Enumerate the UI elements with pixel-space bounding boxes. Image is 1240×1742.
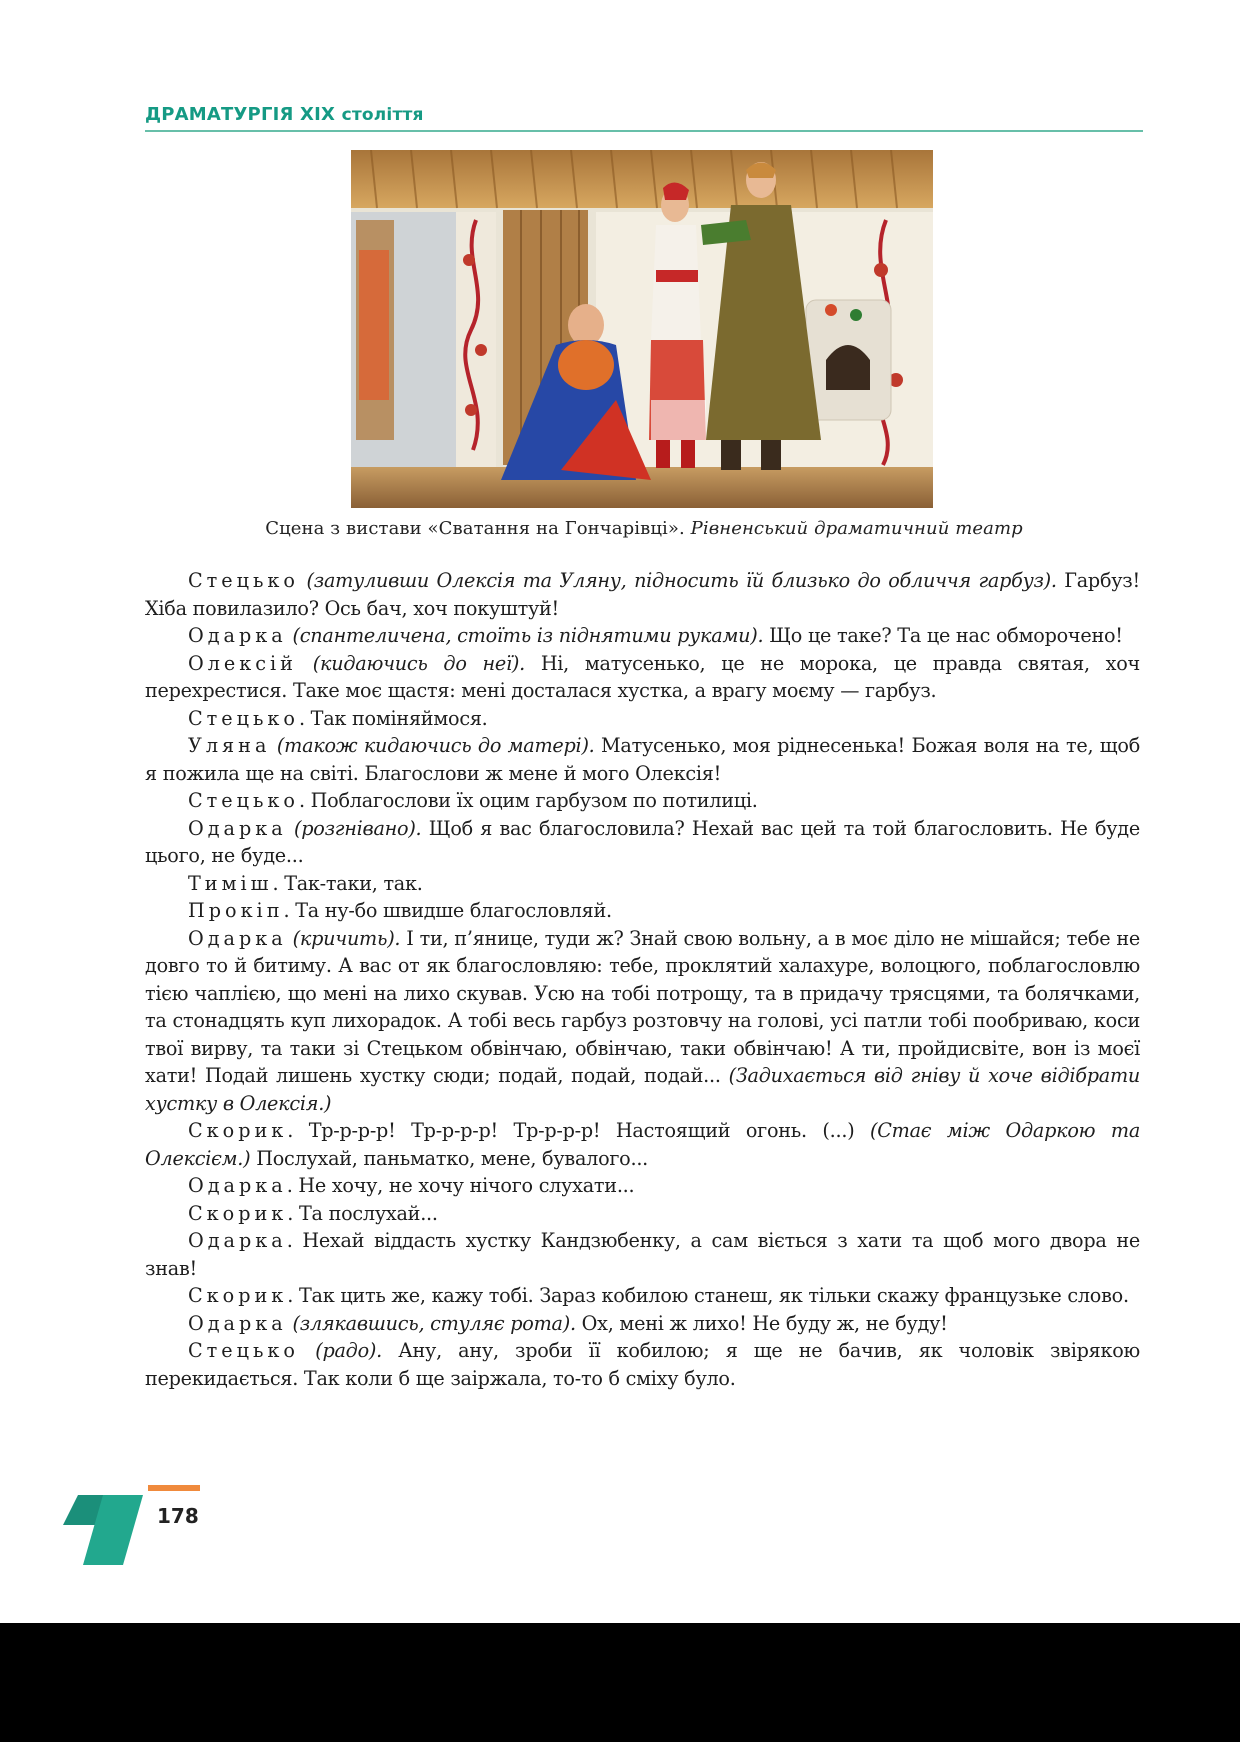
dialogue-paragraph <box>145 815 1140 870</box>
stage-direction: (кидаючись до неї). <box>296 651 525 675</box>
speaker-name: Тиміш <box>188 871 273 895</box>
header-rule <box>145 130 1143 132</box>
stage-direction: (також кидаючись до матері). <box>270 734 595 757</box>
speech-text: . Та послухай... <box>287 1201 438 1225</box>
stage-direction: (розгнівано). <box>286 816 422 840</box>
speech-text: Ану, ану, зроби її кобилою; я ще не бачив, як чоловік звірякою перекидається. Так коли б ще заіржала, то-то б сміху було. <box>145 1339 1140 1390</box>
dialogue-paragraph <box>145 1337 1140 1392</box>
speech-text: Ні, матусенько, це не морока, це правда святая, хоч перехрестися. Таке моє щастя: мені досталася хустка, а врагу моєму — гарбуз. <box>145 651 1140 702</box>
speaker-name: Скорик <box>188 1284 288 1307</box>
speech-text: Гарбуз! Хіба повилазило? Ось бач, хоч покуштуй! <box>145 569 1140 620</box>
speaker-name: Уляна <box>188 734 271 757</box>
speech-text: Що це таке? Та це нас обморочено! <box>763 624 1123 647</box>
dialogue-paragraph <box>145 1227 1140 1282</box>
theatre-scene-photo <box>351 150 933 508</box>
dialogue-paragraph <box>145 650 1140 705</box>
stage-direction: (Задихається від гніву й хоче відібрати хустку в Олексія.) <box>145 1064 1140 1115</box>
stage-direction: (радо). <box>298 1339 382 1362</box>
stage-direction: (затуливши Олексія та Уляну, підносить їй близько до обличчя гарбуз). <box>298 569 1057 592</box>
speaker-name: Стецько <box>188 789 299 812</box>
photo-caption <box>145 518 1143 539</box>
speech-text: . Так поміняймося. <box>298 706 488 730</box>
speaker-name: Одарка <box>188 816 287 840</box>
speech-text: Ох, мені ж лихо! Не буду ж, не буду! <box>575 1311 948 1335</box>
speaker-name: Одарка <box>188 1311 287 1335</box>
page-number: 178 <box>157 1504 199 1528</box>
dialogue-paragraph <box>145 925 1140 1118</box>
speech-text: Послухай, паньматко, мене, бувалого... <box>250 1146 649 1170</box>
speaker-name: Скорик <box>188 1201 288 1225</box>
speaker-name: Стецько <box>188 706 299 730</box>
stage-direction: (Стає між Одаркою та Олексієм.) <box>145 1119 1141 1170</box>
dialogue-paragraph <box>145 1310 1140 1338</box>
dialogue-paragraph <box>145 897 1140 925</box>
speaker-name: Прокіп <box>188 899 284 922</box>
speaker-name: Одарка <box>188 624 287 647</box>
stage-direction: (спантеличена, стоїть із піднятими руками). <box>286 624 764 647</box>
dialogue-paragraph <box>145 1172 1140 1200</box>
page-header <box>145 104 1143 125</box>
section-title-upper: ДРАМАТУРГІЯ XIX <box>145 104 336 125</box>
speech-text: . Не хочу, не хочу нічого слухати... <box>286 1174 635 1197</box>
speech-text: . Тр-р-р-р! Тр-р-р-р! Тр-р-р-р! Настоящий огонь. (...) <box>287 1119 855 1142</box>
speech-text: . Поблагослови їх оцим гарбузом по потилиці. <box>298 789 758 812</box>
dialogue-paragraph <box>145 622 1140 650</box>
section-title-lower: століття <box>341 105 424 125</box>
speech-text: . Так цить же, кажу тобі. Зараз кобилою станеш, як тільки скажу французьке слово. <box>287 1284 1129 1307</box>
dialogue-paragraph <box>145 1117 1140 1172</box>
speaker-name: Олексій <box>188 651 297 675</box>
speaker-name: Скорик <box>188 1119 288 1142</box>
dialogue-paragraph <box>145 787 1140 815</box>
speaker-name: Одарка <box>188 1174 287 1197</box>
speech-text: Матусенько, моя ріднесенька! Божая воля на те, щоб я пожила ще на світі. Благослови ж мене й мого Олексія! <box>145 734 1140 785</box>
speaker-name: Стецько <box>188 1339 299 1362</box>
dialogue-paragraph <box>145 705 1140 733</box>
speech-text: . Нехай віддасть хустку Кандзюбенку, а сам віється з хати та щоб мого двора не знав! <box>145 1229 1140 1280</box>
dialogue-paragraph <box>145 1200 1140 1228</box>
speaker-name: Одарка <box>188 926 287 950</box>
section-title <box>145 104 1143 125</box>
dialogue-paragraph <box>145 1282 1140 1310</box>
dialogue-paragraph <box>145 870 1140 898</box>
speech-text: . Так-таки, так. <box>272 871 423 895</box>
speaker-name: Стецько <box>188 569 299 592</box>
caption-italic: Рівненський драматичний театр <box>690 518 1023 539</box>
speech-text: І ти, п’янице, туди ж? Знай свою вольну, а в моє діло не мішайся; тебе не довго то й битиму. А вас от як благословляю: тебе, проклятий халахуре, волоцюго, поблагословлю тією чаплією, що мені на лихо скував. Усю на тобі потрощу, та в придачу трясцями, та болячками, та стонадцять куп лихорадок. А тобі весь гарбуз розтовчу на голові, усі патли тобі пообриваю, коси твої вирву, та таки зі Стецьком обвінчаю, обвінчаю, таки обвінчаю! А ти, пройдисвіте, вон із моєї хати! Подай лишень хустку сюди; подай, подай, подай... <box>145 926 1141 1087</box>
dialogue-paragraph <box>145 732 1140 787</box>
stage-direction: (злякавшись, стуляє рота). <box>286 1311 576 1335</box>
dialogue-paragraph <box>145 567 1140 622</box>
body-text <box>145 567 1140 1392</box>
stage-direction: (кричить). <box>286 926 401 950</box>
bottom-black-bar <box>0 1623 1240 1742</box>
speech-text: Щоб я вас благословила? Нехай вас цей та той благословить. Не буде цього, не буде... <box>145 816 1140 867</box>
caption-text: Сцена з вистави «Сватання на Гончарівці». <box>265 518 685 539</box>
speech-text: . Та ну-бо швидше благословляй. <box>283 899 612 922</box>
speaker-name: Одарка <box>188 1229 287 1252</box>
